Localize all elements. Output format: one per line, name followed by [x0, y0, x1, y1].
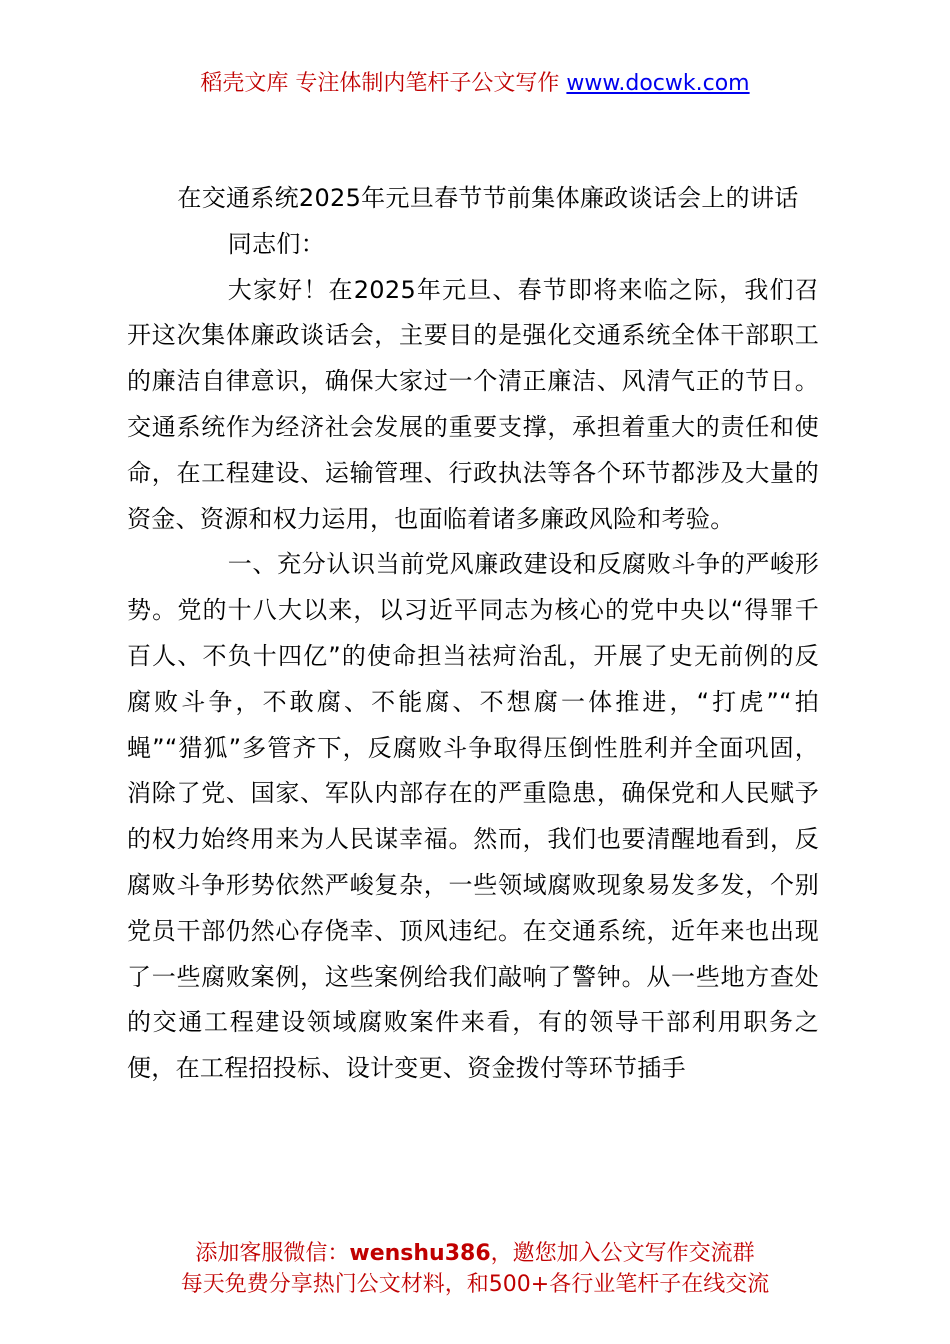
- paragraph-1: 大家好！在2025年元旦、春节即将来临之际，我们召开这次集体廉政谈话会，主要目的是强化交通系统全体干部职工的廉洁自律意识，确保大家过一个清正廉洁、风清气正的节日。交通系统作为经济社会发展的重要支撑，承担着重大的责任和使命，在工程建设、运输管理、行政执法等各个环节都涉及大量的资金、资源和权力运用，也面临着诸多廉政风险和考验。: [127, 275, 819, 533]
- salutation: 同志们：: [227, 229, 325, 258]
- page-footer: [0, 1238, 950, 1300]
- document-body: [127, 176, 819, 1092]
- brand-slogan: 稻壳文库 专注体制内笔杆子公文写作: [200, 71, 560, 96]
- footer-wechat-prefix: 添加客服微信：: [195, 1241, 350, 1266]
- document-title: 在交通系统2025年元旦春节节前集体廉政谈话会上的讲话: [177, 184, 799, 212]
- footer-line-2: 每天免费分享热门公文材料，和500+各行业笔杆子在线交流: [180, 1272, 770, 1297]
- paragraph-2: 一、充分认识当前党风廉政建设和反腐败斗争的严峻形势。党的十八大以来，以习近平同志为核心的党中央以“得罪千百人、不负十四亿”的使命担当祛疴治乱，开展了史无前例的反腐败斗争，不敢腐、不能腐、不想腐一体推进，“打虎”“拍蝇”“猎狐”多管齐下，反腐败斗争取得压倒性胜利并全面巩固，消除了党、国家、军队内部存在的严重隐患，确保党和人民赋予的权力始终用来为人民谋幸福。然而，我们也要清醒地看到，反腐败斗争形势依然严峻复杂，一些领域腐败现象易发多发，个别党员干部仍然心存侥幸、顶风违纪。在交通系统，近年来也出现了一些腐败案例，这些案例给我们敲响了警钟。从一些地方查处的交通工程建设领域腐败案件来看，有的领导干部利用职务之便，在工程招投标、设计变更、资金拨付等环节插手: [127, 550, 819, 1083]
- wechat-id: wenshu386: [349, 1241, 491, 1266]
- footer-wechat-suffix: ，邀您加入公文写作交流群: [490, 1241, 755, 1266]
- footer-line-1: [0, 1238, 950, 1269]
- site-link[interactable]: www.docwk.com: [566, 71, 750, 96]
- page-header: [0, 68, 950, 100]
